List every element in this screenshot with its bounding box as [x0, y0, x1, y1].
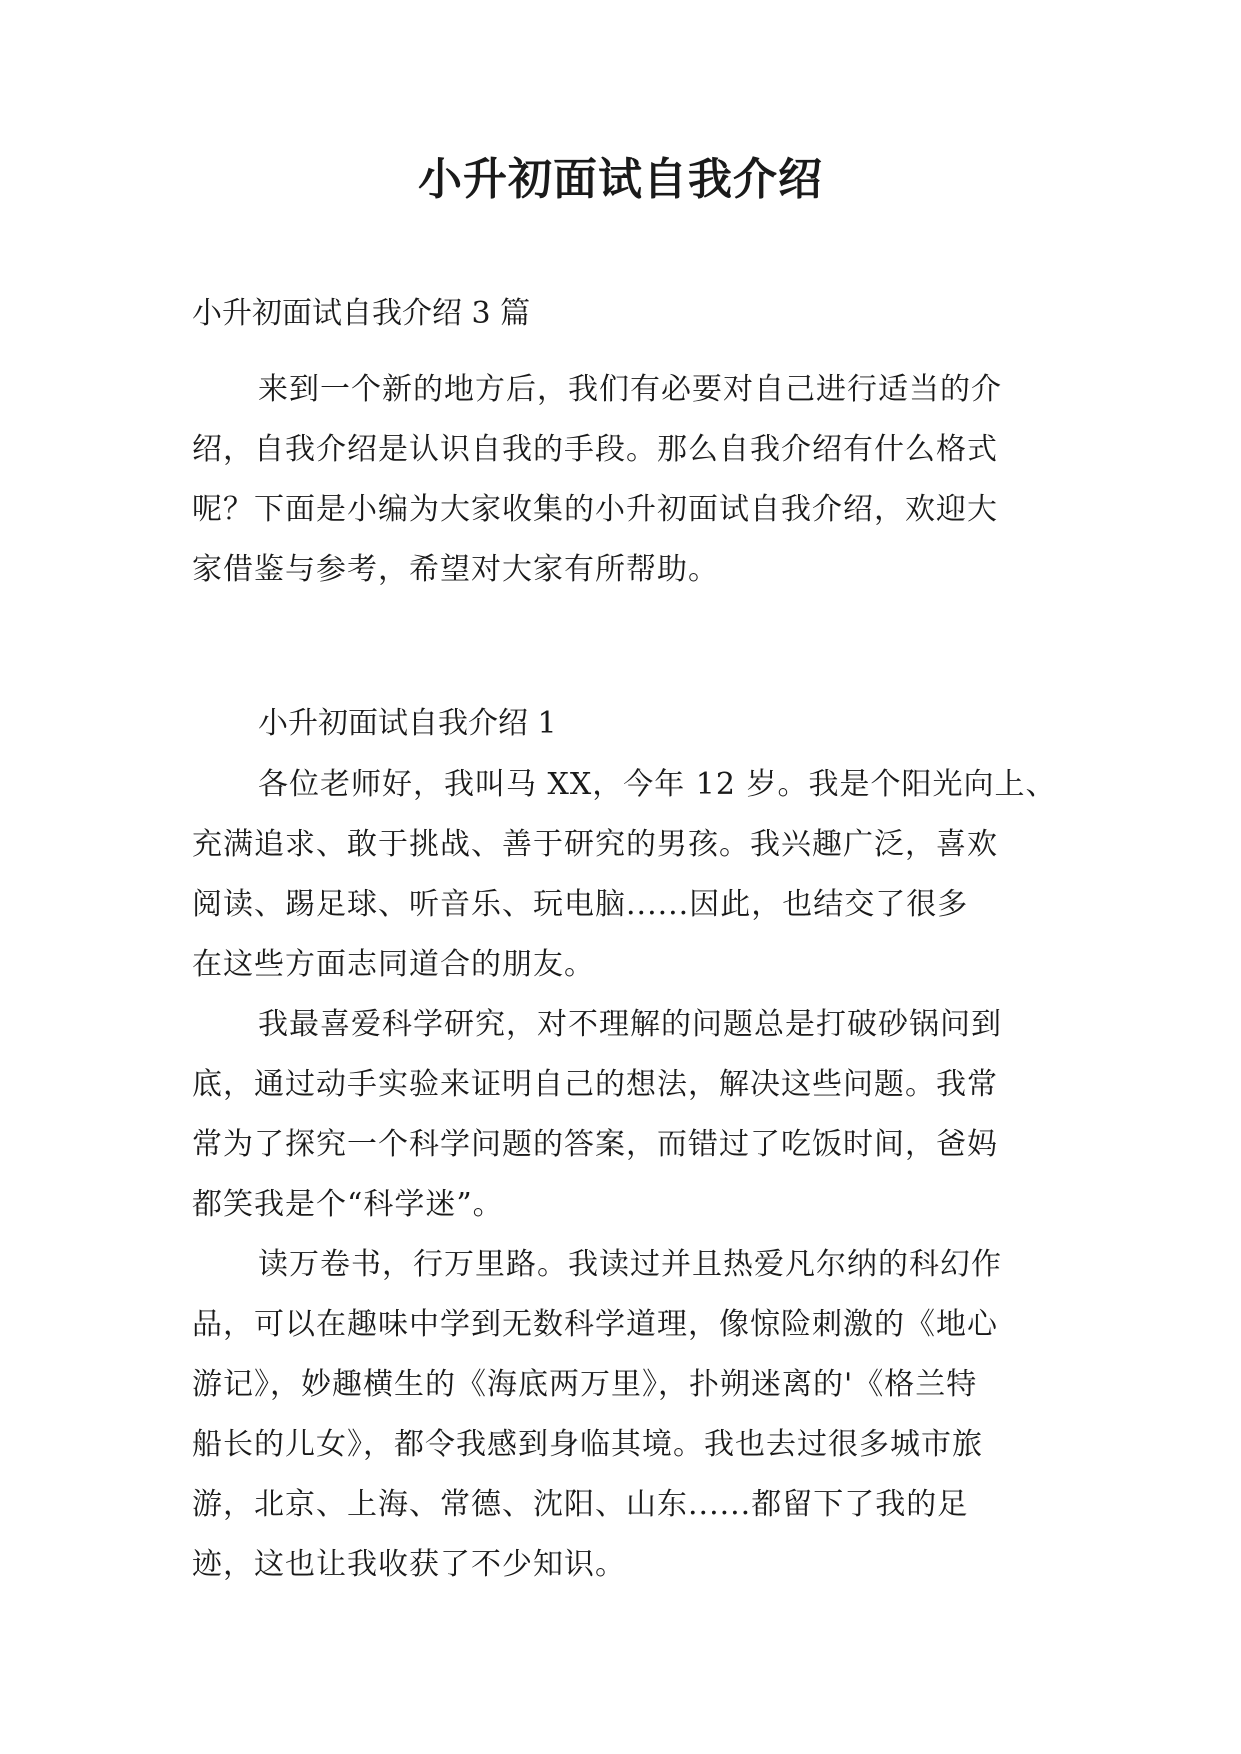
paragraph-3 — [192, 1235, 1052, 1595]
intro-paragraph — [192, 360, 1052, 600]
intro-line: 家借鉴与参考，希望对大家有所帮助。 — [192, 552, 719, 587]
document-subtitle: 小升初面试自我介绍 3 篇 — [192, 296, 531, 331]
paragraph-2 — [192, 995, 1052, 1235]
document-title: 小升初面试自我介绍 — [418, 154, 823, 205]
section-heading: 小升初面试自我介绍 1 — [258, 706, 557, 741]
paragraph-line: 都笑我是个“科学迷”。 — [192, 1187, 504, 1222]
intro-line: 呢？下面是小编为大家收集的小升初面试自我介绍，欢迎大 — [192, 492, 998, 527]
paragraph-line: 我最喜爱科学研究，对不理解的问题总是打破砂锅问到 — [258, 1007, 1002, 1042]
paragraph-line: 各位老师好，我叫马 XX，今年 12 岁。我是个阳光向上、 — [258, 767, 1057, 802]
intro-line: 绍，自我介绍是认识自我的手段。那么自我介绍有什么格式 — [192, 432, 998, 467]
paragraph-line: 在这些方面志同道合的朋友。 — [192, 947, 595, 982]
paragraph-line: 底，通过动手实验来证明自己的想法，解决这些问题。我常 — [192, 1067, 998, 1102]
paragraph-line: 迹，这也让我收获了不少知识。 — [192, 1547, 626, 1582]
intro-line: 来到一个新的地方后，我们有必要对自己进行适当的介 — [258, 372, 1002, 407]
paragraph-line: 游记》，妙趣横生的《海底两万里》，扑朔迷离的'《格兰特 — [192, 1367, 978, 1402]
paragraph-line: 品，可以在趣味中学到无数科学道理，像惊险刺激的《地心 — [192, 1307, 998, 1342]
paragraph-line: 阅读、踢足球、听音乐、玩电脑......因此，也结交了很多 — [192, 887, 969, 922]
paragraph-line: 充满追求、敢于挑战、善于研究的男孩。我兴趣广泛，喜欢 — [192, 827, 998, 862]
paragraph-line: 游，北京、上海、常德、沈阳、山东......都留下了我的足 — [192, 1487, 969, 1522]
paragraph-line: 常为了探究一个科学问题的答案，而错过了吃饭时间，爸妈 — [192, 1127, 998, 1162]
paragraph-line: 船长的儿女》，都令我感到身临其境。我也去过很多城市旅 — [192, 1427, 983, 1462]
paragraph-line: 读万卷书，行万里路。我读过并且热爱凡尔纳的科幻作 — [258, 1247, 1002, 1282]
paragraph-1 — [192, 755, 1057, 995]
